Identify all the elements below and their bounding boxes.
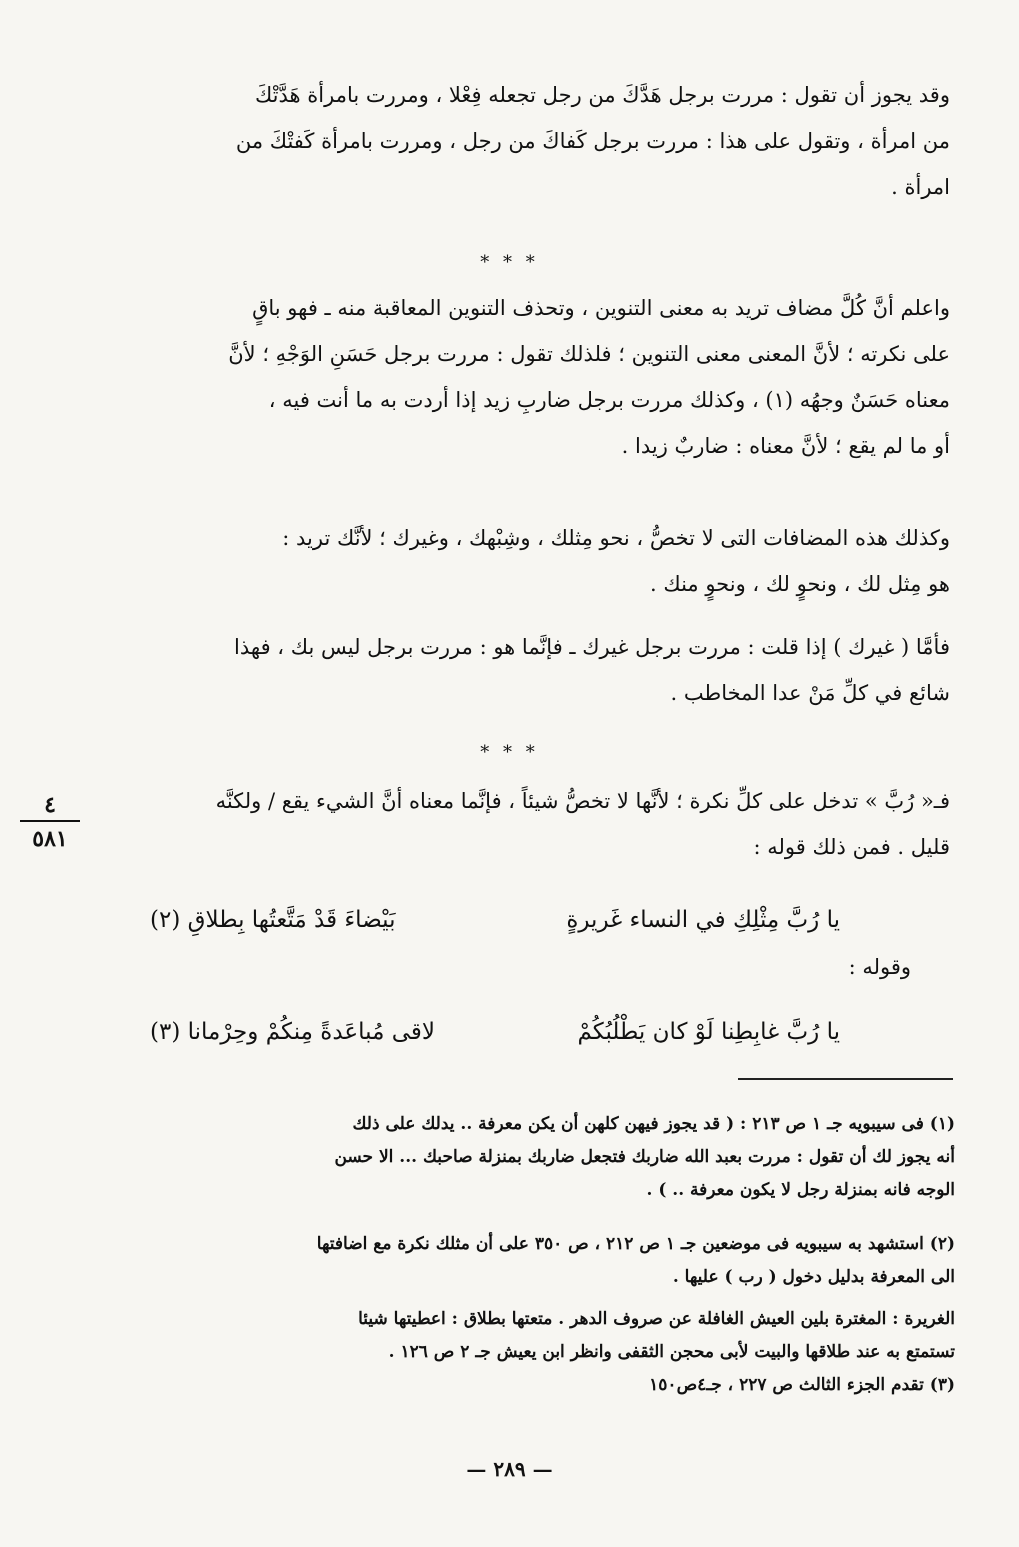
paragraph-3 <box>70 515 950 607</box>
verse-first-hemistich: يا رُبَّ غابِطِنا لَوْ كان يَطْلُبُكُمْ <box>577 1019 840 1045</box>
section-separator: * * * <box>480 252 539 273</box>
text-line: معناه حَسَنٌ وجهُه (١) ، وكذلك مررت برجل ضاربِ زيد إذا أردت به ما أنت فيه ، <box>268 388 950 412</box>
footnote-line: أنه يجوز لك أن تقول : مررت بعبد الله ضاربك فتجعل ضاربك بمنزلة صاحبك ... الا حسن <box>334 1147 955 1167</box>
footnote-line: تستمتع به عند طلاقها والبيت لأبى محجن الثقفى وانظر ابن يعيش جـ ٢ ص ١٢٦ . <box>388 1342 955 1362</box>
paragraph-5 <box>110 778 950 870</box>
footnote-line: الى المعرفة بدليل دخول ( رب ) عليها . <box>672 1267 955 1287</box>
footnote-1 <box>100 1108 955 1207</box>
footnote-rule <box>738 1078 953 1080</box>
verse-1 <box>150 900 840 940</box>
page-number: — ٢٨٩ — <box>466 1457 553 1481</box>
paragraph-4 <box>70 624 950 716</box>
verse-2 <box>150 1012 840 1052</box>
text-line: امرأة . <box>891 175 950 199</box>
paragraph-1 <box>70 72 950 210</box>
verse-intro: وقوله : <box>848 955 911 979</box>
verse-first-hemistich: يا رُبَّ مِثْلِكِ في النساء غَريرةٍ <box>566 907 840 933</box>
text-line: قليل . فمن ذلك قوله : <box>753 835 950 859</box>
text-line: شائع في كلِّ مَنْ عدا المخاطب . <box>670 681 950 705</box>
section-separator: * * * <box>480 742 539 763</box>
verse-second-hemistich: لاقى مُباعَدةً مِنكُمْ وحِرْمانا (٣) <box>150 1019 435 1045</box>
text-line: وكذلك هذه المضافات التى لا تخصُّ ، نحو مِثلك ، وشِبْهك ، وغيرك ؛ لأنَّك تريد : <box>282 526 950 550</box>
text-line: فأمَّا ( غيرك ) إذا قلت : مررت برجل غيرك ـ فإنَّما هو : مررت برجل ليس بك ، فهذا <box>234 635 950 659</box>
verse-second-hemistich: بَيْضاءَ قَدْ مَتَّعتُها بِطلاقِ (٢) <box>150 907 396 933</box>
margin-reference <box>20 792 80 852</box>
text-line: أو ما لم يقع ؛ لأنَّ معناه : ضاربٌ زيدا . <box>621 434 950 458</box>
text-line: وقد يجوز أن تقول : مررت برجل هَدَّكَ من رجل تجعله فِعْلا ، ومررت بامرأة هَدَّتْكَ <box>254 83 950 107</box>
footnote-line: الغريرة : المغترة بلين العيش الغافلة عن صروف الدهر . متعتها بطلاق : اعطيتها شيئا <box>358 1309 955 1329</box>
text-line: واعلم أنَّ كُلَّ مضاف تريد به معنى التنوين ، وتحذف التنوين المعاقبة منه ـ فهو باقٍ <box>252 296 950 320</box>
margin-reference-page: ٥٨١ <box>32 826 68 852</box>
text-line: على نكرته ؛ لأنَّ المعنى معنى التنوين ؛ فلذلك تقول : مررت برجل حَسَنِ الوَجْهِ ؛ لأنَّ <box>228 342 950 366</box>
footnote-line: الوجه فانه بمنزلة رجل لا يكون معرفة .. ) . <box>646 1180 955 1200</box>
margin-reference-volume: ٤ <box>20 792 80 822</box>
text-line: فـ« رُبَّ » تدخل على كلِّ نكرة ؛ لأنَّها لا تخصُّ شيئاً ، فإنَّما معناه أنَّ الشيء يقع / ولكنَّه <box>215 789 950 813</box>
text-line: من امرأة ، وتقول على هذا : مررت برجل كَفاكَ من رجل ، ومررت بامرأة كَفتْكَ من <box>235 129 950 153</box>
footnote-line: (٣) تقدم الجزء الثالث ص ٢٢٧ ، جـ٤ص١٥٠ <box>649 1375 955 1395</box>
text-line: هو مِثل لك ، ونحوٍ لك ، ونحوٍ منك . <box>650 572 950 596</box>
footnote-2 <box>100 1228 955 1294</box>
paragraph-2 <box>70 285 950 469</box>
footnote-3 <box>100 1303 955 1402</box>
footnote-line: (٢) استشهد به سيبويه فى موضعين جـ ١ ص ٢١٢ ، ص ٣٥٠ على أن مثلك نكرة مع اضافتها <box>316 1234 955 1254</box>
footnote-line: (١) فى سيبويه جـ ١ ص ٢١٣ : ( قد يجوز فيهن كلهن أن يكن معرفة .. يدلك على ذلك <box>352 1114 955 1134</box>
